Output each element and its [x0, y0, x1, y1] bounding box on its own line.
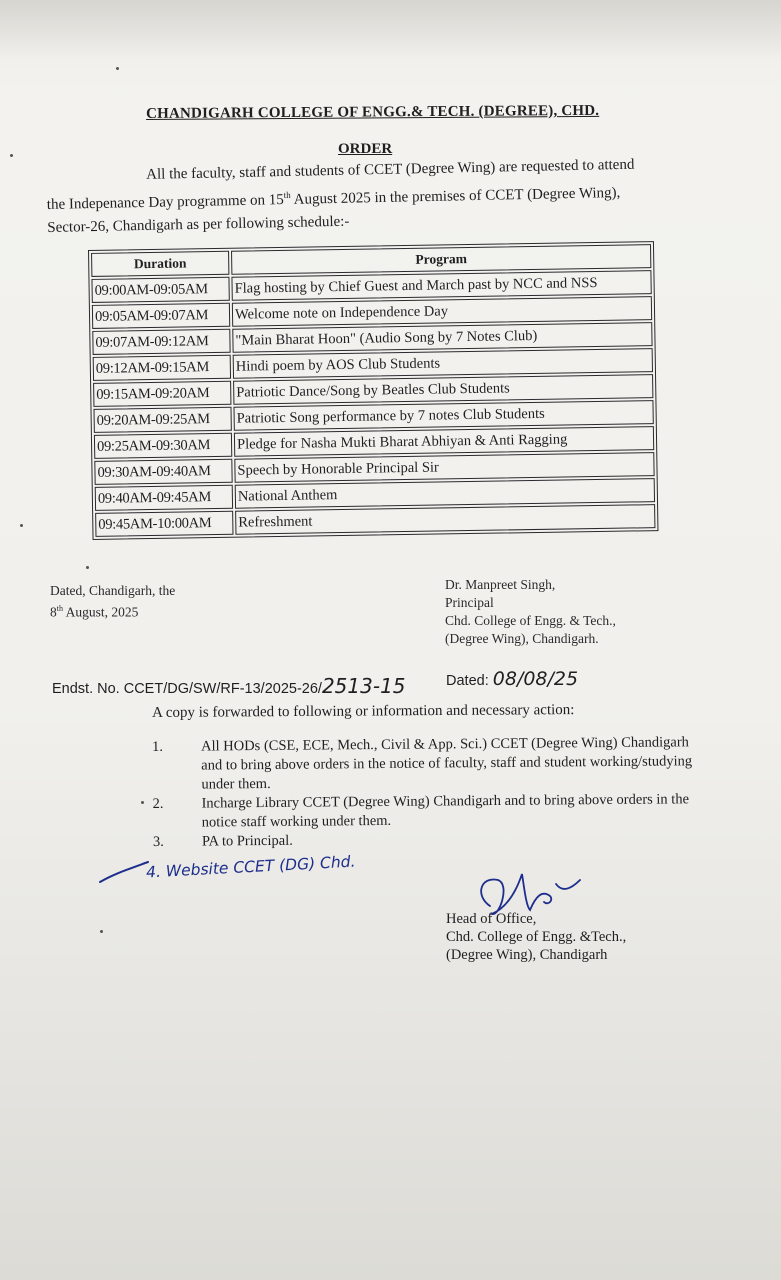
hoo-line-3: (Degree Wing), Chandigarh — [446, 947, 608, 963]
duration-cell: 09:12AM-09:15AM — [93, 355, 231, 381]
list-item — [151, 828, 711, 852]
intro-line-2: the Indepenance Day programme on 15th August 2025 in the premises of CCET (Degree Wing), — [46, 184, 621, 213]
program-cell: Flag hosting by Chief Guest and March past by NCC and NSS — [231, 270, 651, 301]
endorsement-prefix: Endst. No. CCET/DG/SW/RF-13/2025-26/ — [52, 681, 322, 697]
principal-org-line-1: Chd. College of Engg. & Tech., — [445, 613, 616, 628]
intro-paragraph — [46, 152, 697, 240]
duration-cell: 09:45AM-10:00AM — [95, 511, 233, 537]
hoo-line-2: Chd. College of Engg. &Tech., — [446, 929, 627, 945]
order-heading: ORDER — [338, 141, 393, 157]
program-cell: Welcome note on Independence Day — [232, 296, 652, 327]
paper-speck — [86, 566, 89, 569]
column-header-duration: Duration — [91, 251, 229, 277]
program-cell: Patriotic Dance/Song by Beatles Club Students — [233, 374, 653, 405]
paper-speck — [116, 67, 119, 70]
duration-cell: 09:40AM-09:45AM — [95, 485, 233, 511]
distribution-list — [150, 733, 711, 852]
copy-forward-line: A copy is forwarded to following or information and necessary action: — [152, 702, 575, 721]
program-cell: Refreshment — [235, 504, 655, 535]
program-cell: National Anthem — [235, 478, 655, 509]
issue-date-block — [50, 582, 175, 622]
duration-cell: 09:25AM-09:30AM — [94, 433, 232, 459]
program-cell: Speech by Honorable Principal Sir — [234, 452, 654, 483]
duration-cell: 09:15AM-09:20AM — [93, 381, 231, 407]
program-cell: Pledge for Nasha Mukti Bharat Abhiyan & Anti Ragging — [234, 426, 654, 457]
program-cell: Patriotic Song performance by 7 notes Club Students — [233, 400, 653, 431]
list-item-text: PA to Principal. — [201, 832, 293, 850]
schedule-table — [88, 241, 658, 540]
list-item-text: All HODs (CSE, ECE, Mech., Civil & App. Sci.) CCET (Degree Wing) Chandigarh and to bring above orders in the notice of faculty, staff and student working/studying under them. — [201, 734, 693, 793]
issue-date-line-2: 8th August, 2025 — [50, 604, 139, 620]
duration-cell: 09:00AM-09:05AM — [91, 277, 229, 303]
hoo-line-1: Head of Office, — [446, 911, 537, 927]
endorsement-dated-label: Dated: — [446, 673, 489, 689]
list-item-number: 1. — [152, 738, 164, 755]
principal-org-line-2: (Degree Wing), Chandigarh. — [445, 631, 599, 646]
duration-cell: 09:30AM-09:40AM — [94, 459, 232, 485]
principal-title: Principal — [445, 595, 494, 610]
intro-line-1: All the faculty, staff and students of CCET (Degree Wing) are requested to attend — [146, 156, 635, 183]
duration-cell: 09:05AM-09:07AM — [92, 303, 230, 329]
endorsement-date — [446, 668, 578, 690]
program-cell: Hindi poem by AOS Club Students — [233, 348, 653, 379]
paper-speck — [141, 801, 144, 804]
program-cell: "Main Bharat Hoon" (Audio Song by 7 Notes Club) — [232, 322, 652, 353]
handwritten-date: 08/08/25 — [492, 668, 579, 690]
intro-line-3: Sector-26, Chandigarh as per following schedule:- — [47, 213, 350, 236]
duration-cell: 09:07AM-09:12AM — [92, 329, 230, 355]
endorsement-number — [52, 674, 406, 698]
head-of-office-block — [446, 910, 626, 964]
paper-speck — [10, 154, 13, 157]
column-header-program: Program — [231, 244, 651, 275]
schedule-table-wrapper — [88, 241, 658, 540]
institution-title: CHANDIGARH COLLEGE OF ENGG.& TECH. (DEGREE), CHD. — [146, 102, 600, 122]
list-item — [150, 733, 710, 795]
paper-speck — [20, 524, 23, 527]
handwritten-list-item — [96, 852, 426, 900]
list-item-number: 2. — [152, 795, 164, 812]
principal-signature-block — [445, 576, 616, 648]
duration-cell: 09:20AM-09:25AM — [93, 407, 231, 433]
list-item-text: Incharge Library CCET (Degree Wing) Chandigarh and to bring above orders in the notice staff working under them. — [201, 791, 690, 831]
page-fold-shadow — [0, 0, 781, 60]
paper-speck — [100, 930, 103, 933]
issue-date-line-1: Dated, Chandigarh, the — [50, 583, 176, 598]
handwritten-endorsement-no: 2513-15 — [321, 674, 406, 698]
list-item — [150, 790, 710, 833]
list-item-number: 3. — [152, 833, 164, 850]
principal-name: Dr. Manpreet Singh, — [445, 577, 556, 592]
handwritten-item-text: 4. Website CCET (DG) Chd. — [145, 852, 356, 882]
